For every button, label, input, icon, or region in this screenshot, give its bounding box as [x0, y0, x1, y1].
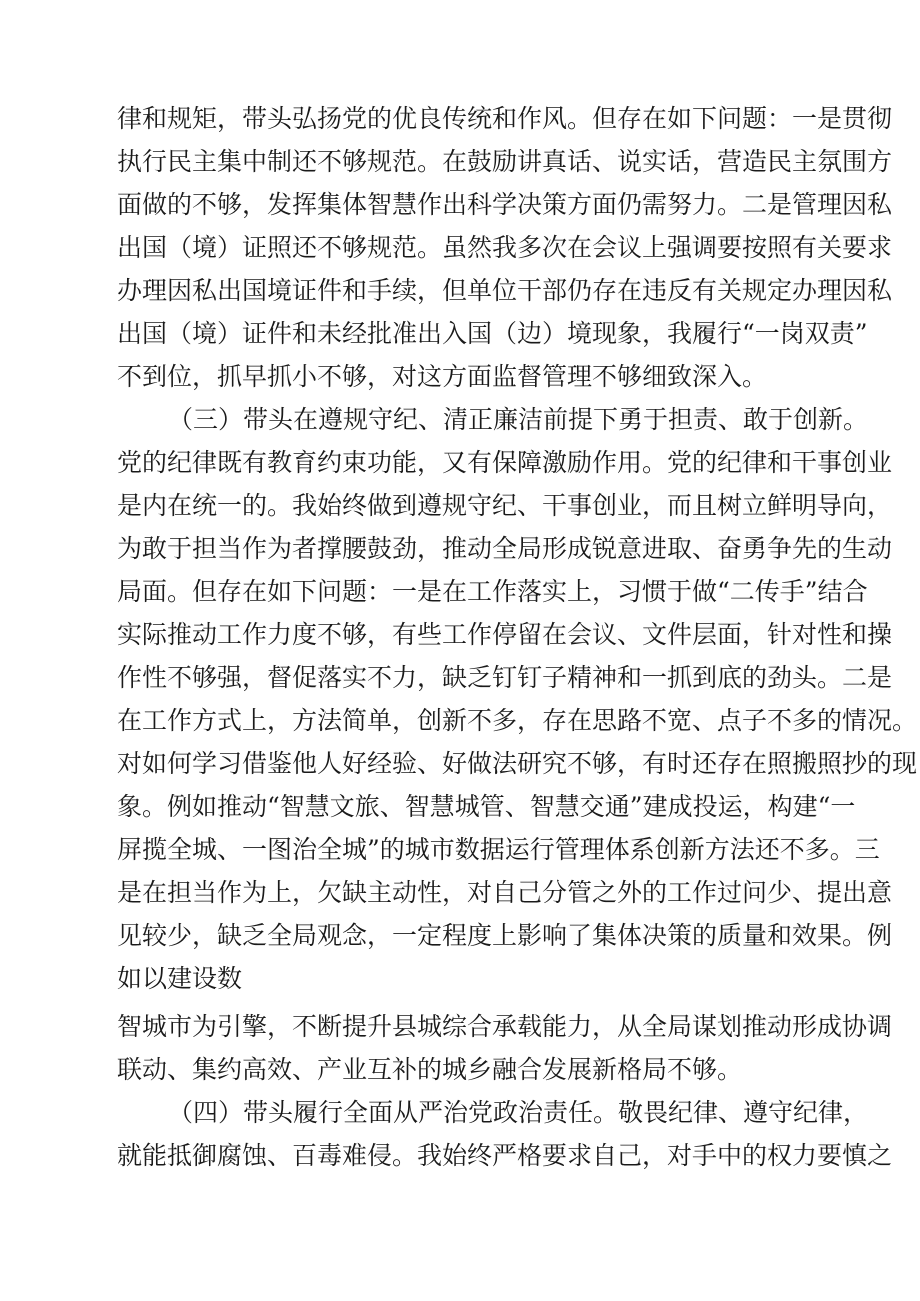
- text-line: 执行民主集中制还不够规范。在鼓励讲真话、说实话，营造民主氛围方: [117, 147, 893, 176]
- text-line: 作性不够强，督促落实不力，缺乏钉钉子精神和一抓到底的劲头。二是: [117, 663, 893, 692]
- text-line: 律和规矩，带头弘扬党的优良传统和作风。但存在如下问题：一是贯彻: [117, 104, 893, 133]
- section-heading: （四）带头履行全面从严治党政治责任。敬畏纪律、遵守纪律，: [168, 1098, 869, 1127]
- text-line: 是内在统一的。我始终做到遵规守纪、干事创业，而且树立鲜明导向，: [117, 491, 893, 520]
- text-line: 就能抵御腐蚀、百毒难侵。我始终严格要求自己，对手中的权力要慎之: [117, 1141, 893, 1170]
- text-line: 屏揽全城、一图治全城”的城市数据运行管理体系创新方法还不多。三: [117, 835, 880, 864]
- text-line: 办理因私出国境证件和手续，但单位干部仍存在违反有关规定办理因私: [117, 276, 893, 305]
- text-line: 实际推动工作力度不够，有些工作停留在会议、文件层面，针对性和操: [117, 620, 893, 649]
- text-line: 出国（境）证件和未经批准出入国（边）境现象，我履行“一岗双责”: [117, 319, 868, 348]
- text-line: 出国（境）证照还不够规范。虽然我多次在会议上强调要按照有关要求: [117, 233, 893, 262]
- text-line: 见较少，缺乏全局观念，一定程度上影响了集体决策的质量和效果。例: [117, 921, 893, 950]
- text-line: 智城市为引擎，不断提升县城综合承载能力，从全局谋划推动形成协调: [117, 1012, 893, 1041]
- text-line: 面做的不够，发挥集体智慧作出科学决策方面仍需努力。二是管理因私: [117, 190, 893, 219]
- text-line: 局面。但存在如下问题：一是在工作落实上，习惯于做“二传手”结合: [117, 577, 868, 606]
- text-line: 为敢于担当作为者撑腰鼓劲，推动全局形成锐意进取、奋勇争先的生动: [117, 534, 893, 563]
- text-line: 联动、集约高效、产业互补的城乡融合发展新格局不够。: [117, 1055, 743, 1084]
- text-line: 如以建设数: [117, 964, 243, 993]
- text-line: 是在担当作为上，欠缺主动性，对自己分管之外的工作过问少、提出意: [117, 878, 893, 907]
- section-heading: （三）带头在遵规守纪、清正廉洁前提下勇于担责、敢于创新。: [168, 405, 869, 434]
- text-line: 不到位，抓早抓小不够，对这方面监督管理不够细致深入。: [117, 362, 768, 391]
- text-line: 象。例如推动“智慧文旅、智慧城管、智慧交通”建成投运，构建“一: [117, 792, 856, 821]
- text-line: 党的纪律既有教育约束功能，又有保障激励作用。党的纪律和干事创业: [117, 448, 893, 477]
- text-line: 对如何学习借鉴他人好经验、好做法研究不够，有时还存在照搬照抄的现: [117, 749, 918, 778]
- text-line: 在工作方式上，方法简单，创新不多，存在思路不宽、点子不多的情况。: [117, 706, 918, 735]
